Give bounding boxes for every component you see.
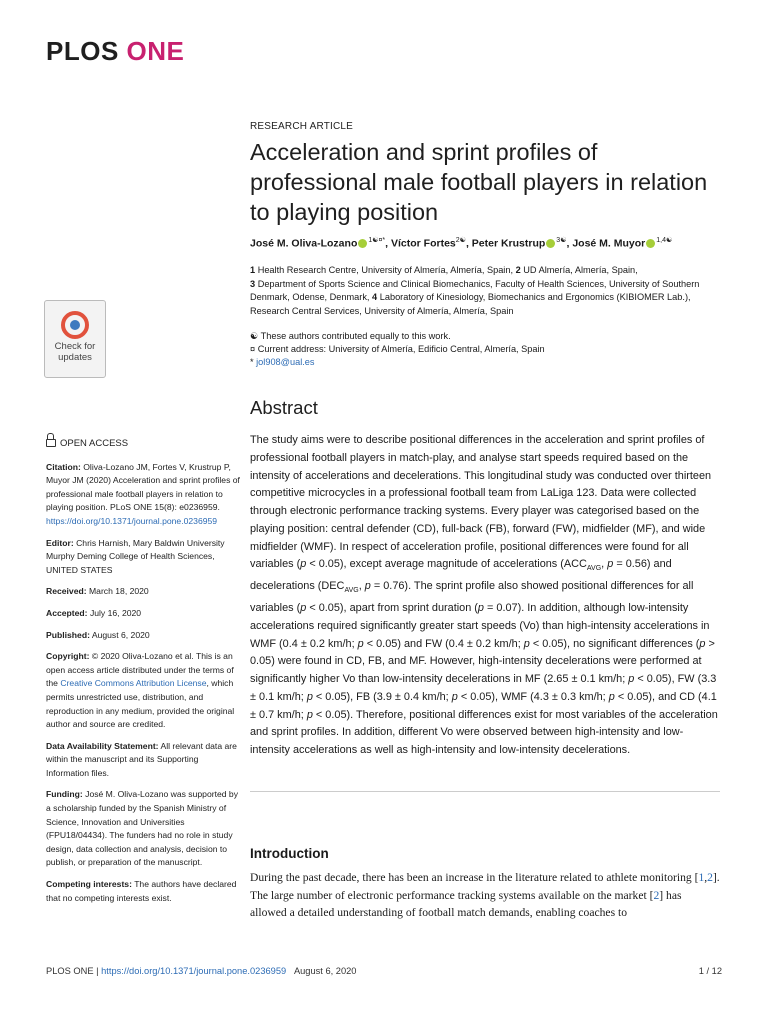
funding: Funding: José M. Oliva-Lozano was supported by a scholarship funded by the Spanish Ministry of Science, Innovation and Universities (FPU18/04434). The funders had no role in study design, data collection and analysis, decision to publish, or preparation of the manuscript. — [46, 789, 238, 868]
affiliations: 1 Health Research Centre, University of Almería, Almería, Spain, 2 UD Almería, Almería, Spain, 3 Department of Sports Science and Clinical Biomechanics, Faculty of Health Sciences, University of Southern Denmark, Odense, Denmark, 4 Laboratory of Kinesiology, Biomechanics and Ergonomics (KIBIOMER Lab.), Research Central Services, University of Almería, Almería, Spain — [250, 265, 700, 317]
copyright: Copyright: © 2020 Oliva-Lozano et al. This is an open access article distributed under the terms of the Creative Commons Attribution License, which permits unrestricted use, distribution, and reproduction in any medium, provided the original author and source are credited. — [46, 651, 235, 730]
open-lock-icon — [46, 439, 56, 447]
author-list: José M. Oliva-Lozano $^{1☯¤*}$, Víctor Fortes$^{2☯}$, Peter Krustrup $^{3☯}$, José M. Muyor $^{1,4☯}$ — [250, 237, 673, 250]
published-date: Published: August 6, 2020 — [46, 629, 150, 640]
author-name[interactable]: Peter Krustrup — [471, 237, 546, 250]
corresponding-email-link[interactable]: jol908@ual.es — [256, 357, 315, 367]
introduction-heading: Introduction — [250, 846, 329, 861]
page-footer: PLOS ONE | https://doi.org/10.1371/journal.pone.0236959 August 6, 2020 1 / 12 — [46, 966, 722, 976]
citation-doi-link[interactable]: https://doi.org/10.1371/journal.pone.0236959 — [46, 515, 218, 526]
orcid-icon[interactable] — [546, 239, 555, 248]
check-for-updates-button[interactable]: Check for updates — [44, 300, 106, 378]
competing-interests: Competing interests: The authors have declared that no competing interests exist. — [46, 879, 237, 903]
current-address-icon: ¤ — [250, 344, 256, 354]
orcid-icon[interactable] — [646, 239, 655, 248]
author-name[interactable]: José M. Muyor — [572, 237, 646, 250]
reference-link[interactable]: 2 — [707, 871, 713, 884]
author-notes: ☯ These authors contributed equally to this work. ¤ Current address: University of Almería, Edificio Central, Almería, Spain * jol908@ual.es — [250, 331, 545, 367]
article-type: RESEARCH ARTICLE — [250, 121, 354, 132]
author-name[interactable]: Víctor Fortes — [391, 237, 456, 250]
reference-link[interactable]: 2 — [653, 888, 660, 902]
cc-license-link[interactable]: Creative Commons Attribution License — [60, 678, 207, 689]
received-date: Received: March 18, 2020 — [46, 586, 149, 597]
article-title: Acceleration and sprint profiles of professional male football players in relation to playing position — [250, 139, 708, 225]
citation: Citation: Oliva-Lozano JM, Fortes V, Krustrup P, Muyor JM (2020) Acceleration and sprint profiles of professional male football players in relation to playing position. PLoS ONE 15(8): e0236959. https://doi.org/10.1371/journal.pone.0236959 — [46, 461, 240, 526]
introduction-body: During the past decade, there has been an increase in the literature related to athlete monitoring [1,2]. The large number of electronic performance tracking systems available on the market [2] has allowed a detailed understanding of football match demands, enabling coaches to — [250, 871, 720, 919]
author-name[interactable]: José M. Oliva-Lozano — [250, 237, 358, 250]
crossmark-icon — [61, 311, 89, 339]
data-availability: Data Availability Statement: All relevant data are within the manuscript and its Supporting Information files. — [46, 740, 237, 778]
page-number: 1 / 12 — [698, 966, 722, 976]
section-divider — [250, 791, 720, 792]
equal-contribution-icon: ☯ — [250, 331, 259, 341]
open-access-badge: OPEN ACCESS — [46, 437, 241, 451]
abstract-body: The study aims were to describe positional differences in the acceleration and sprint profiles of professional football players in match-play, and analyse start speeds required based on the intensity of accelerations and decelerations. This longitudinal study was conducted over thirteen competitive microcycles in a professional football team from LaLiga 123. Data were collected through electronic performance tracking systems. Every player was categorised based on the playing position: central defender (CD), full-back (FB), forward (FW), midfielder (MF), and wide midfielder (WMF). In respect of acceleration profile, positional differences were found for all variables (p < 0.05), except average magnitude of accelerations ($ACC_{AVG}$, p = 0.56) and decelerations ($DEC_{AVG}$, p = 0.76). The sprint profile also showed positional differences for all variables (p < 0.05), apart from sprint duration (p = 0.07). In addition, although low-intensity accelerations required significantly greater start speeds (Vo) than high-intensity accelerations in WMF (0.4 ± 0.2 km/h; p < 0.05) and FW (0.4 ± 0.2 km/h; p < 0.05), no significant differences (p > 0.05) were found in CD, FB, and MF. However, high-intensity decelerations were performed at significantly higher Vo than low-intensity decelerations in MF (2.65 ± 0.1 km/h; p < 0.05), FW (3.3 ± 0.1 km/h; p < 0.05), FB (3.9 ± 0.4 km/h; p < 0.05), WMF (4.3 ± 0.3 km/h; p < 0.05), and CD (4.1 ± 0.7 km/h; p < 0.05). Therefore, positional differences exist for most variables of the acceleration and sprint profiles. In addition, different Vo were observed between high-intensity and low-intensity accelerations as well as high-intensity and low-intensity decelerations. — [250, 434, 718, 757]
footer-doi-link[interactable]: https://doi.org/10.1371/journal.pone.0236959 — [101, 966, 287, 976]
abstract-heading: Abstract — [250, 397, 318, 418]
orcid-icon[interactable] — [358, 239, 367, 248]
editor: Editor: Chris Harnish, Mary Baldwin University Murphy Deming College of Health Sciences, UNITED STATES — [46, 537, 225, 575]
article-metadata-sidebar — [46, 437, 241, 913]
reference-link[interactable]: 1 — [698, 871, 705, 884]
journal-logo: PLOS ONE — [46, 36, 185, 66]
accepted-date: Accepted: July 16, 2020 — [46, 607, 142, 618]
